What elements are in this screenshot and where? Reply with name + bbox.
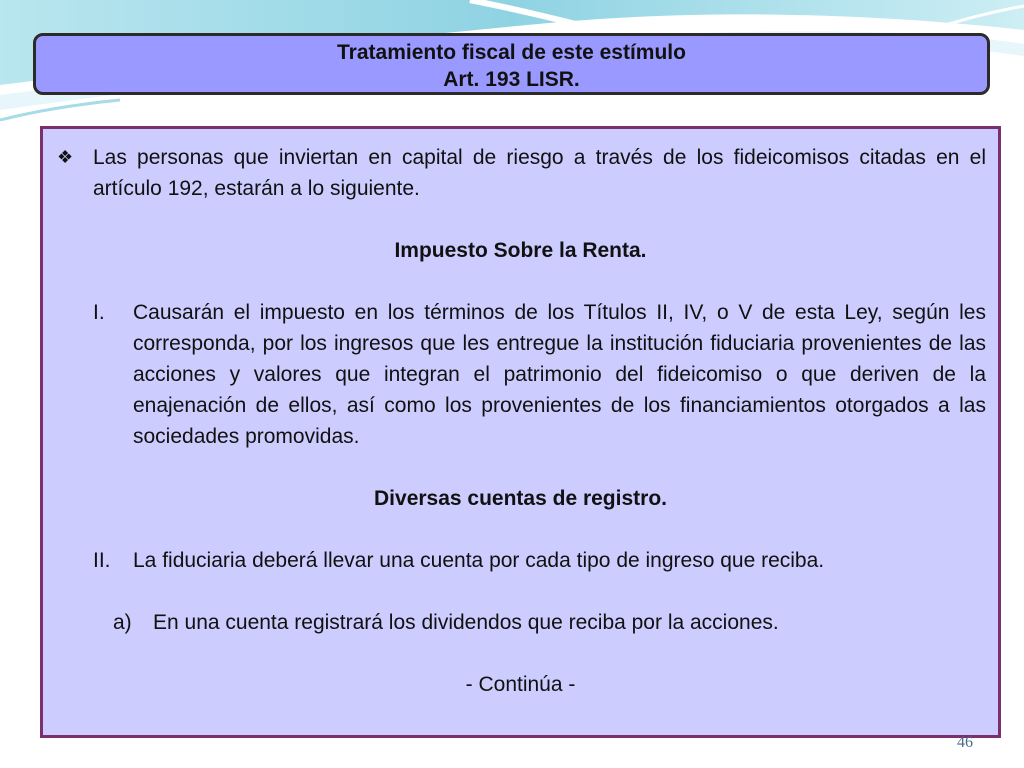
sub-item-label: a) [113, 611, 132, 634]
page-number: 46 [957, 734, 973, 751]
sub-item-a [55, 607, 986, 638]
item-number: I. [93, 301, 105, 324]
slide-title-box [33, 33, 990, 95]
diamond-bullet-icon: ❖ [57, 147, 74, 167]
bullet-text: Las personas que inviertan en capital de riesgo a través de los fideicomisos citadas en el artículo 192, estarán a lo siguiente. [93, 146, 986, 200]
section-heading-isr: Impuesto Sobre la Renta. [394, 239, 647, 262]
numbered-item-2 [55, 545, 986, 576]
item-text: La fiduciaria deberá llevar una cuenta por cada tipo de ingreso que reciba. [133, 549, 825, 572]
bullet-paragraph [55, 142, 986, 204]
numbered-item-1 [55, 297, 986, 452]
item-text: Causarán el impuesto en los términos de los Títulos II, IV, o V de esta Ley, según les corresponda, por los ingresos que les entregue la institución fiduciaria provenientes de las acciones y valores que integran el patrimonio del fideicomiso o que deriven de la enajenación de ellos, así como los provenientes de los financiamientos otorgados a las sociedades promovidas. [133, 301, 986, 448]
content-box [40, 126, 1001, 738]
sub-item-text: En una cuenta registrará los dividendos que reciba por la acciones. [153, 611, 779, 634]
section-heading-cuentas: Diversas cuentas de registro. [374, 487, 667, 510]
continues-label: - Continúa - [465, 673, 576, 696]
slide-title: Tratamiento fiscal de este estímulo [337, 41, 686, 64]
slide-subtitle: Art. 193 LISR. [443, 68, 580, 91]
item-number: II. [93, 549, 111, 572]
